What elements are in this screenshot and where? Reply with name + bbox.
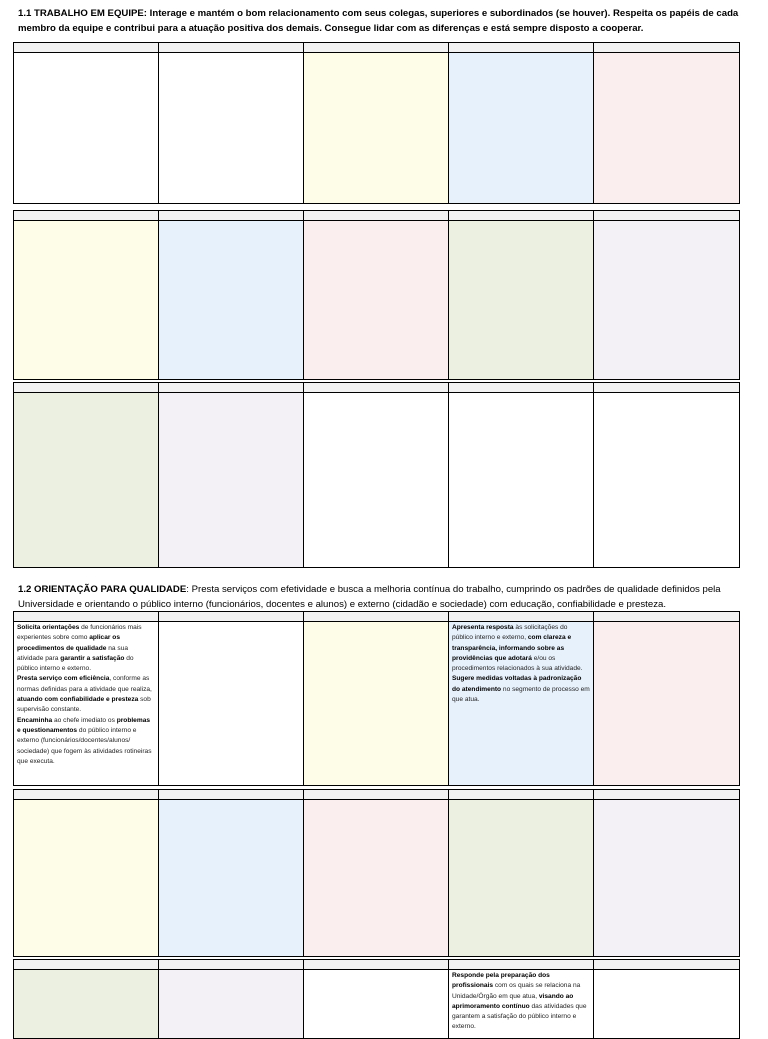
level-cell <box>159 221 304 379</box>
header-cell <box>304 383 449 393</box>
header-cell <box>14 960 159 970</box>
text-bold: Apresenta resposta <box>452 624 514 631</box>
header-cell <box>594 43 739 53</box>
level-cell <box>594 622 739 785</box>
header-cell <box>304 790 449 800</box>
header-cell <box>449 383 594 393</box>
section-1-1-table-row-1 <box>13 42 740 204</box>
level-cell <box>449 393 594 567</box>
level-cell <box>159 393 304 567</box>
level-cell <box>14 53 159 203</box>
level-cell-description <box>14 622 159 785</box>
header-cell <box>159 211 304 221</box>
text: ao chefe imediato os <box>52 716 117 724</box>
text: no segmento de processo em que atua. <box>452 685 590 704</box>
header-cell <box>594 960 739 970</box>
level-cell <box>159 970 304 1038</box>
section-1-1-description: Interage e mantém o bom relacionamento com seus colegas, superiores e subordinados (se houver). Respeita os papéis de cada membro da equipe e contribui para a atuação positiva dos demais. Consegue lidar com as diferenças e está sempre disposto a cooperar. <box>18 8 739 34</box>
text-bold: aplicar os procedimentos de qualidade <box>17 634 120 652</box>
level-cell <box>304 970 449 1038</box>
text: de funcionários mais experientes sobre como <box>17 624 142 642</box>
level-cell <box>159 800 304 956</box>
header-cell <box>594 612 739 622</box>
level-cell <box>594 393 739 567</box>
header-cell <box>159 43 304 53</box>
header-cell <box>14 383 159 393</box>
header-cell <box>449 43 594 53</box>
header-cell <box>304 43 449 53</box>
section-1-2-description: : Presta serviços com efetividade e busca a melhoria contínua do trabalho, cumprindo os padrões de qualidade definidos pela Universidade e orientando o público interno (funcionários, docentes e alunos) e externo (cidadão e sociedade) com educação, confiabilidade e presteza. <box>18 584 721 610</box>
text: na sua atividade para <box>17 644 129 662</box>
text: do público interno e externo. <box>17 654 134 673</box>
header-cell <box>594 211 739 221</box>
text-bold: com clareza e transparência, informando sobre as providências que adotará <box>452 634 572 662</box>
section-1-1-table-row-2 <box>13 210 740 380</box>
header-cell <box>449 790 594 800</box>
level-cell <box>304 221 449 379</box>
text-bold: Solicita orientações <box>17 624 80 631</box>
section-1-2-title: 1.2 ORIENTAÇÃO PARA QUALIDADE <box>18 584 187 595</box>
header-cell <box>14 790 159 800</box>
header-cell <box>14 43 159 53</box>
text-bold: Encaminha <box>17 716 53 724</box>
header-cell <box>159 790 304 800</box>
level-cell <box>304 800 449 956</box>
header-cell <box>304 211 449 221</box>
level-cell <box>304 393 449 567</box>
level-cell <box>449 53 594 203</box>
level-cell <box>14 393 159 567</box>
level-cell <box>14 221 159 379</box>
section-1-2-table-row-2 <box>13 789 740 957</box>
text-bold: Sugere medidas voltadas à padronização do atendimento <box>452 675 582 693</box>
level-cell <box>449 800 594 956</box>
header-cell <box>594 383 739 393</box>
text-bold: Responde pela preparação dos profissionais <box>452 972 550 990</box>
section-1-2-heading <box>18 583 748 612</box>
header-cell <box>159 960 304 970</box>
header-cell <box>304 960 449 970</box>
level-cell-description <box>449 970 594 1038</box>
text: às solicitações do público interno e externo, <box>452 624 568 642</box>
level-cell <box>594 970 739 1038</box>
section-1-1-heading <box>18 7 748 36</box>
header-cell <box>159 612 304 622</box>
header-cell <box>14 211 159 221</box>
level-cell <box>159 53 304 203</box>
level-cell <box>14 800 159 956</box>
text-bold: garantir a satisfação <box>60 654 125 662</box>
level-cell <box>449 221 594 379</box>
text: das atividades que garantem a satisfação do público interno e externo. <box>452 1002 587 1031</box>
level-cell <box>159 622 304 785</box>
level-cell-description <box>449 622 594 785</box>
text-bold: visando ao aprimoramento contínuo <box>452 992 574 1010</box>
header-cell <box>14 612 159 622</box>
section-1-1-table-row-3 <box>13 382 740 568</box>
text-bold: problemas e questionamentos <box>17 716 151 734</box>
text: do público interno e externo (funcionários/docentes/alunos/ sociedade) que fogem às atividades rotineiras que executa. <box>17 726 152 765</box>
text: , conforme as normas definidas para a atividade que realiza, <box>17 675 152 693</box>
text-bold: Presta serviço com eficiência <box>17 675 110 683</box>
section-1-2-table-row-3 <box>13 959 740 1039</box>
level-cell <box>594 221 739 379</box>
text: com os quais se relaciona na Unidade/Órgão em que atua, <box>452 982 581 1000</box>
text-bold: atuando com confiabilidade e presteza <box>17 696 139 704</box>
section-1-1-title: 1.1 TRABALHO EM EQUIPE: <box>18 8 147 19</box>
section-1-2-table-row-1 <box>13 611 740 786</box>
text: sob supervisão constante. <box>17 696 151 714</box>
level-cell <box>304 53 449 203</box>
header-cell <box>304 612 449 622</box>
header-cell <box>449 960 594 970</box>
header-cell <box>159 383 304 393</box>
level-cell <box>14 970 159 1038</box>
header-cell <box>449 211 594 221</box>
level-cell <box>594 53 739 203</box>
text: e/ou os procedimentos relacionados à sua atividade. <box>452 654 583 673</box>
level-cell <box>304 622 449 785</box>
header-cell <box>449 612 594 622</box>
level-cell <box>594 800 739 956</box>
header-cell <box>594 790 739 800</box>
